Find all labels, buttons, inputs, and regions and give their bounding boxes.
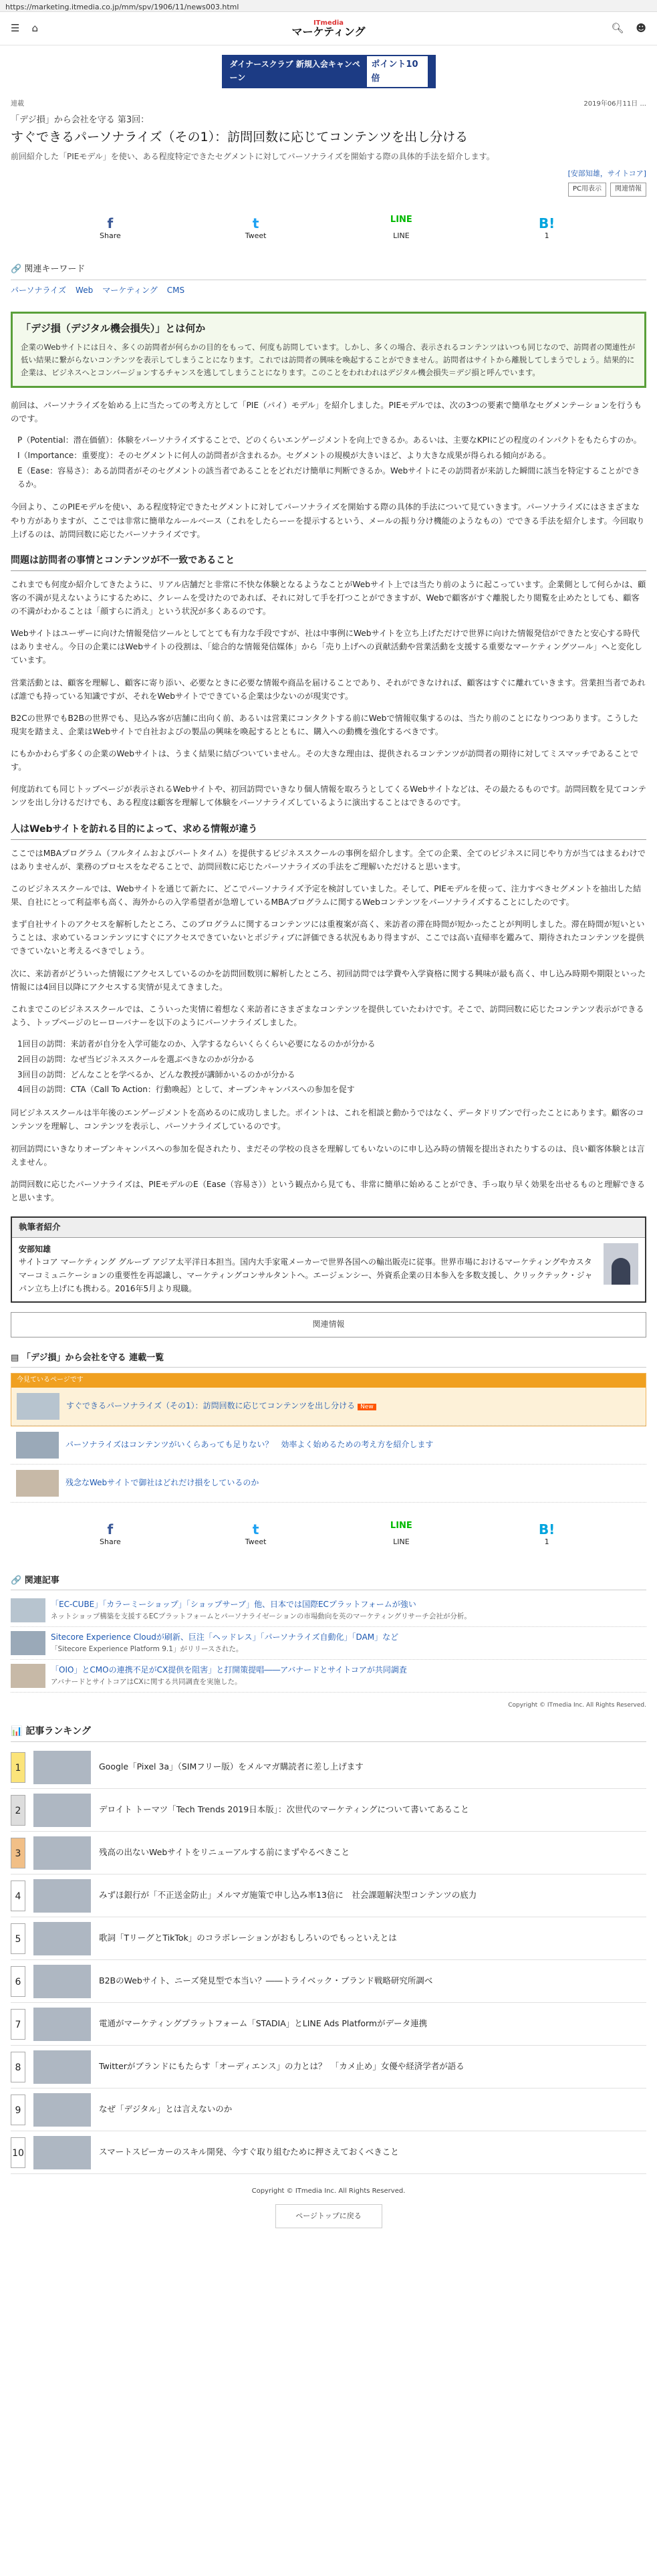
twitter-share-button[interactable]: t Tweet: [236, 213, 276, 242]
keywords-heading: 🔗 関連キーワード: [11, 259, 646, 280]
thumbnail: [33, 2008, 91, 2041]
thumbnail: [33, 1965, 91, 1998]
twitter-icon: t: [252, 1521, 259, 1537]
series-link-item[interactable]: パーソナライズはコンテンツがいくらあっても足りない？ 効率よく始めるための考え方を紹介します: [11, 1426, 646, 1465]
facebook-icon: f: [107, 215, 114, 231]
related-articles-heading: 🔗 関連記事: [11, 1574, 646, 1590]
ranking-item[interactable]: 7 電通がマーケティングプラットフォーム「STADIA」とLINE Ads Platformがデータ連携: [11, 2003, 646, 2046]
pie-list: [17, 434, 646, 491]
ranking-item[interactable]: 4 みずほ銀行が「不正送金防止」メルマガ施策で申し込み率13倍に 社会課題解決型コンテンツの底力: [11, 1874, 646, 1917]
rank-number: 6: [11, 1966, 25, 1997]
list-item: 2回目の訪問：なぜ当ビジネススクールを選ぶべきなのかが分かる: [17, 1054, 255, 1064]
keyword-link[interactable]: Web: [76, 285, 94, 295]
share-bar: [11, 197, 646, 255]
line-icon: LINE: [390, 1520, 412, 1531]
keyword-link[interactable]: パーソナライズ: [11, 285, 67, 295]
thumbnail: [33, 1836, 91, 1870]
rank-number: 9: [11, 2095, 25, 2125]
author-name: 安部知雄: [19, 1244, 51, 1254]
thumbnail: [33, 1922, 91, 1955]
copyright: Copyright © ITmedia Inc. All Rights Reserved.: [508, 1702, 646, 1709]
rank-number: 8: [11, 2052, 25, 2082]
related-article[interactable]: 「OIO」とCMOの連携不足がCX提供を阻害」と打開策提唱――アバナードとサイトコアが共同調査 アバナードとサイトコアはCXに関する共同調査を実施した。: [11, 1660, 646, 1693]
facebook-share-button[interactable]: f Share: [90, 213, 130, 242]
definition-box: [11, 312, 646, 388]
rank-number: 5: [11, 1923, 25, 1954]
ad-badge: ポイント10倍: [367, 56, 427, 88]
url-bar[interactable]: https://marketing.itmedia.co.jp/mm/spv/1906/11/news003.html: [0, 0, 657, 12]
facebook-share-button[interactable]: f Share: [90, 1519, 130, 1548]
ranking-item[interactable]: 6 B2BのWebサイト、ニーズ発見型で本当い？――トライベック・ブランド戦略研究所調べ: [11, 1960, 646, 2003]
rank-number: 10: [11, 2137, 25, 2168]
thumbnail: [33, 2136, 91, 2169]
home-icon[interactable]: ⌂: [31, 22, 38, 34]
series-link-item[interactable]: 残念なWebサイトで御社はどれだけ損をしているのか: [11, 1465, 646, 1503]
rank-number: 3: [11, 1838, 25, 1868]
related-article[interactable]: 「EC-CUBE」「カラーミーショップ」「ショップサーブ」他、日本では国際ECプラットフォームが強い ネットショップ構築を支援するECプラットフォームとパーソナライゼーションの市場動向を英のマーケティングリサーチ会社が分析。: [11, 1594, 646, 1627]
twitter-share-button[interactable]: t Tweet: [236, 1519, 276, 1548]
line-icon: LINE: [390, 214, 412, 225]
definition-body: 企業のWebサイトには日々、多くの訪問者が何らかの目的をもって、何度も訪問しています。しかし、多くの場合、表示されるコンテンツはいつも同じなので、訪問者の関連性が低い結果に繋がらないコンテンツを表示してしまうことになります。これでは訪問者の興味を喚起することができません。訪問者はサイトから離脱してしまうでしょう。結果的に企業は、ビジネスへとコンバージョンするチャンスを逃してしまうことになります。このことをわれわれはデジタル機会損失＝デジ損と呼んでいます。: [21, 342, 636, 377]
keyword-link[interactable]: CMS: [166, 285, 185, 295]
thumbnail: [16, 1432, 59, 1459]
visit-list: [17, 1038, 646, 1097]
thumbnail: [33, 1879, 91, 1913]
author-heading: 執筆者紹介: [12, 1218, 645, 1238]
ad-banner[interactable]: [0, 45, 657, 95]
rank-number: 4: [11, 1881, 25, 1911]
ad-text: ダイナースクラブ 新規入会キャンペーン: [229, 60, 360, 82]
twitter-icon: t: [252, 215, 259, 231]
ranking-item[interactable]: 8 Twitterがブランドにもたらす「オーディエンス」の力とは？ 「カメ止め」女優や経済学者が語る: [11, 2046, 646, 2088]
thumbnail: [17, 1393, 59, 1420]
ranking-heading: 📊 記事ランキング: [11, 1724, 646, 1742]
series-link-item[interactable]: すぐできるパーソナライズ（その1）：訪問回数に応じてコンテンツを出し分ける New: [11, 1388, 646, 1426]
related-info-button[interactable]: 関連情報: [610, 183, 646, 197]
now-reading-label: 今見ているページです: [11, 1374, 646, 1388]
article-body: 前回は、パーソナライズを始める上に当たっての考え方として「PIE（パイ）モデル」を紹介しました。PIEモデルでは、次の3つの要素で簡単なセグメンテーションを行うものです。 P（Potential：潜在価値）：体験をパーソナライズすることで、どのくらいエンゲージメントを向上できるか。あるいは、主要なKPIにどの程度のインパクトをもたらすのか。 I（Importance：重要度）：そのセグメントに何人の訪問者が含まれるか。セグメントの規模が大きいほど、より大きな成果が得られる傾向がある。 E（Ease：容易さ）：ある訪問者がそのセグメントの該当者であることをどれだけ簡単に判断できるか。Webサイトにその訪問者が来訪した瞬間に該当を特定することができるか。 今回より、このPIEモデルを使い、ある程度特定できたセグメントに対してパーソナライズを開始する際の具体的手法について見ていきます。パーソナライズにはさまざまなやり方がありますが、ここでは非常に簡単なルールベース（これをしたらーーを提示するという、メールの振り分け機能のようなもの）でできる手法を紹介します。今回取り上げるのは、訪問回数に応じたパーソナライズです。 問題は訪問者の事情とコンテンツが不一致であること これまでも何度か紹介してきたように、リアル店舗だと非常に不快な体験となるようなことがWebサイト上では当たり前のように起こっています。企業側として何らかは、顧客の不満が見えないようにするために、クレームを受けたのであれば、それに対して手を打つことができますが、Webで顧客がすぐ離脱したり閲覧を止めたとしても、顧客の不満がわかることは「顔すらに消え」という状況が多くあるのです。 Webサイトはユーザーに向けた情報発信ツールとしてとても有力な手段ですが、社は中事例にWebサイトを立ち上げただけで世界に向けた情報発信ができたと安心する時代はありません。今日の企業にはWebサイトの役割は、「総合的な情報発信媒体」から「売り上げへの貢献活動や営業活動を支援する重要なマーケティングツール」へと変化しています。 営業活動とは、顧客を理解し、顧客に寄り添い、必要なときに必要な情報や商品を届けることであり、それができなければ、顧客はすぐに離れていきます。営業担当者であれば誰でも持っている知識ですが、それをWebサイトでできている企業は少ないのが現実です。 B2Cの世界でもB2Bの世界でも、見込み客が店舗に出向く前、あるいは営業にコンタクトする前にWebで情報収集するのは、当たり前のことになりつつあります。こうした現実を踏まえ、企業はWebサイトで自社およびの製品の興味を喚起するとともに、購入への動機を強化するべきです。 にもかかわらず多くの企業のWebサイトは、うまく結果に結びついていません。その大きな理由は、提供されるコンテンツが訪問者の期待に対してミスマッチであることです。 何度訪れても同じトップページが表示されるWebサイトや、初回訪問でいきなり個人情報を取ろうとしてくるWebサイトなどは、その最たるものです。訪問回数を見てコンテンツを出し分けるだけでも、ある程度は顧客を理解して体験をパーソナライズしているように演出することはできるのです。 人はWebサイトを訪れる目的によって、求める情報が違う ここではMBAプログラム（フルタイムおよびパートタイム）を提供するビジネススクールの事例を紹介します。全ての企業、全てのビジネスに同じやり方が当てはまるわけではありませんが、業務のプロセスをなぞることで、訪問回数に応じたパーソナライズの手法をご理解いただけると思います。 このビジネススクールでは、Webサイトを通じて新たに、どこでパーソナライズ予定を検討していました。そして、PIEモデルを使って、注力すべきセグメントを抽出した結果、自社にとって利益率も高く、海外からの入学希望者が急増しているMBAプログラムに関するWebコンテンツをパーソナライズすることにしたのです。 まず自社サイトのアクセスを解析したところ、このプログラムに関するコンテンツには重複案が高く、来訪者の滞在時間が短かったことが判明しました。滞在時間が短いということは、求めているコンテンツにすぐにアクセスできていないとポジティブに評価できる状況もあり得ますが、ここでは高い直帰率を鑑みて、期待されたコンテンツを提供できていないと考えるべきでしょう。 次に、来訪者がどういった情報にアクセスしているのかを訪問回数別に解析したところ、初回訪問では学費や入学資格に関する興味が最も高く、申し込み時期や期限といった情報には4回目以降にアクセスする実情が見えてきました。 これまでこのビジネススクールでは、こういった実情に着想なく来訪者にさまざまなコンテンツを提供していたわけです。そこで、訪問回数に応じたコンテンツ表示ができるよう、トップページのヒーローバナーを以下のようにパーソナライズしました。 1回目の訪問：来訪者が自分を入学可能なのか、入学するならいくらくらい必要になるのかが分かる 2回目の訪問：なぜ当ビジネススクールを選ぶべきなのかが分かる 3回目の訪問：どんなことを学べるか、どんな教授が講師かいるのかが分かる 4回目の訪問：CTA（Call To Action：行動喚起）として、オープンキャンパスへの参加を促す 同ビジネススクールは半年後のエンゲージメントを高めるのに成功しました。ポイントは、これを相談と動かうではなく、データドリブンで行ったことにあります。顧客のコンテンツを理解し、コンテンツを表示し、パーソナライズしているのです。 初回訪問にいきなりオープンキャンパスへの参加を促されたり、まだその学校の良さを理解してもいないのに申し込み時の情報を提出されたりするのは、良い顧客体験とは言えません。 訪問回数に応じたパーソナライズは、PIEモデルのE（Ease（容易さ））という観点から見ても、非常に簡単に始めることができ、手っ取り早く効果を出せるものと理解できると思います。: [11, 400, 646, 1202]
list-item: I（Importance：重要度）：そのセグメントに何人の訪問者が含まれるか。セグメントの規模が大きいほど、より大きな成果が得られる傾向がある。: [17, 451, 551, 460]
section-heading: 人はWebサイトを訪れる目的によって、求める情報が違う: [11, 822, 646, 840]
search-icon[interactable]: 🔍︎: [611, 22, 624, 34]
ranking-item[interactable]: 10 スマートスピーカーのスキル開発、今すぐ取り組むために押さえておくべきこと: [11, 2131, 646, 2174]
keyword-list: [11, 280, 646, 302]
list-item: E（Ease：容易さ）：ある訪問者がそのセグメントの該当者であることをどれだけ簡単に判断できるか。Webサイトにその訪問者が来訪した瞬間に該当を特定することができるか。: [17, 465, 640, 489]
article-label: 連載: [11, 100, 24, 108]
footer-copyright: Copyright © ITmedia Inc. All Rights Reserved.: [251, 2187, 406, 2195]
now-reading-block: [11, 1373, 646, 1426]
list-item: 1回目の訪問：来訪者が自分を入学可能なのか、入学するならいくらくらい必要になるのかが分かる: [17, 1039, 376, 1049]
hatena-share-button[interactable]: B! 1: [527, 213, 567, 242]
thumbnail: [11, 1664, 45, 1688]
list-item: P（Potential：潜在価値）：体験をパーソナライズすることで、どのくらいエンゲージメントを向上できるか。あるいは、主要なKPIにどの程度のインパクトをもたらすのか。: [17, 435, 642, 445]
ranking-item[interactable]: 5 歌詞「TリーグとTikTok」のコラボレーションがおもしろいのでもっといえとは: [11, 1917, 646, 1960]
hatena-icon: B!: [538, 215, 555, 231]
hatena-icon: B!: [538, 1521, 555, 1537]
article-date: 2019年06月11日 ...: [583, 100, 646, 108]
thumbnail: [33, 2050, 91, 2084]
section-heading: 問題は訪問者の事情とコンテンツが不一致であること: [11, 553, 646, 571]
series-links-heading: ▤ 「デジ損」から会社を守る 連載一覧: [11, 1351, 646, 1368]
top-navigation: [0, 12, 657, 45]
menu-icon[interactable]: ☰: [11, 22, 20, 34]
user-icon[interactable]: ☻: [636, 22, 646, 34]
ranking-item[interactable]: 2 デロイト トーマツ「Tech Trends 2019日本版」：次世代のマーケティングについて書いてあること: [11, 1789, 646, 1832]
thumbnail: [11, 1631, 45, 1655]
hatena-share-button[interactable]: B! 1: [527, 1519, 567, 1548]
list-item: 4回目の訪問：CTA（Call To Action：行動喚起）として、オープンキャンパスへの参加を促す: [17, 1085, 355, 1095]
ranking-item[interactable]: 9 なぜ「デジタル」とは言えないのか: [11, 2088, 646, 2131]
line-share-button[interactable]: LINE LINE: [381, 213, 421, 242]
pc-view-button[interactable]: PC用表示: [568, 183, 606, 197]
thumbnail: [33, 1751, 91, 1784]
article-meta: [11, 95, 646, 113]
ranking-item[interactable]: 1 Google「Pixel 3a」（SIMフリー版）をメルマガ購読者に差し上げます: [11, 1746, 646, 1789]
page-title: すぐできるパーソナライズ（その1）：訪問回数に応じてコンテンツを出し分ける: [11, 129, 469, 144]
author-photo: [604, 1243, 638, 1285]
ranking-item[interactable]: 3 残高の出ないWebサイトをリニューアルする前にまずやるべきこと: [11, 1832, 646, 1874]
site-logo[interactable]: ITmedia マーケティング: [291, 19, 366, 38]
rank-number: 1: [11, 1752, 25, 1783]
line-share-button[interactable]: LINE LINE: [381, 1519, 421, 1548]
thumbnail: [11, 1598, 45, 1622]
share-bar-bottom: [11, 1503, 646, 1562]
facebook-icon: f: [107, 1521, 114, 1537]
article-lead: 前回紹介した「PIEモデル」を使い、ある程度特定できたセグメントに対してパーソナライズを開始する際の具体的手法を紹介します。: [11, 152, 495, 162]
definition-title: 「デジ損（デジタル機会損失）」とは何か: [21, 322, 206, 335]
related-article[interactable]: Sitecore Experience Cloudが刷新、巨注「ヘッドレス」「パーソナライズ自動化」「DAM」など 「Sitecore Experience Platform 9.1」がリリースされた。: [11, 1627, 646, 1660]
author-byline[interactable]: [安部知雄，サイトコア]: [567, 169, 646, 179]
list-item: 3回目の訪問：どんなことを学べるか、どんな教授が講師かいるのかが分かる: [17, 1069, 295, 1079]
thumbnail: [33, 2093, 91, 2127]
thumbnail: [16, 1470, 59, 1497]
rank-number: 2: [11, 1795, 25, 1826]
author-bio: サイトコア マーケティング グループ アジア太平洋日本担当。国内大手家電メーカーで世界各国への輸出販売に従事。世界市場におけるマーケティングやカスタマーコミュニケーションの重要性を再認識し、マーケティングコンサルタントへ。エージェンシー、外資系企業の日本参入を多数支援し、クリックテック・ジャパン立ち上げにも携わる。2016年5月より現職。: [19, 1257, 593, 1294]
new-badge: New: [358, 1404, 376, 1410]
related-info-wide-button[interactable]: 関連情報: [11, 1312, 646, 1337]
page-top-button[interactable]: ページトップに戻る: [275, 2204, 382, 2228]
author-profile: [11, 1216, 646, 1303]
thumbnail: [33, 1794, 91, 1827]
rank-number: 7: [11, 2009, 25, 2040]
series-title: 「デジ損」から会社を守る 第3回：: [11, 114, 150, 125]
keyword-link[interactable]: マーケティング: [102, 285, 158, 295]
